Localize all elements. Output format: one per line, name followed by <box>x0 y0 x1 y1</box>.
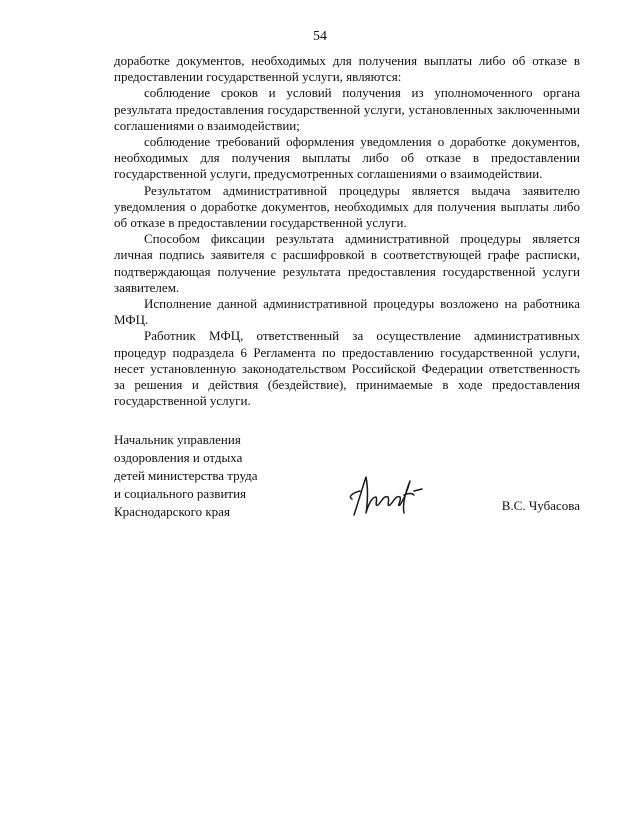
signer-title-line: детей министерства труда <box>114 468 258 483</box>
document-body <box>114 53 580 409</box>
signer-title <box>114 431 258 521</box>
signer-name: В.С. Чубасова <box>501 498 580 513</box>
signer-title-line: и социального развития <box>114 486 247 501</box>
paragraph: Работник МФЦ, ответственный за осуществление административных процедур подраздела 6 Регламента по предоставлению государственной услуги, несет установленную законодательством Российской Федерации ответственность за решения и действия (бездействие), принимаемые в ходе предоставления государственной услуги. <box>114 328 580 409</box>
signer-title-line: Краснодарского края <box>114 504 230 519</box>
page-number: 54 <box>313 29 327 44</box>
paragraph: доработке документов, необходимых для получения выплаты либо об отказе в предоставлении государственной услуги, являются: <box>114 53 580 85</box>
paragraph: Результатом административной процедуры является выдача заявителю уведомления о доработке документов, необходимых для получения выплаты либо об отказе в предоставлении государственной услуги. <box>114 182 580 231</box>
signer-title-line: Начальник управления <box>114 432 241 447</box>
signature-block <box>114 431 580 531</box>
paragraph: Способом фиксации результата административной процедуры является личная подпись заявителя с расшифровкой в соответствующей графе расписки, подтверждающая получение результата предоставления государственной услуги заявителем. <box>114 231 580 295</box>
paragraph: соблюдение сроков и условий получения из уполномоченного органа результата предоставления государственной услуги, установленных заключенными соглашениями о взаимодействии; <box>114 85 580 133</box>
handwritten-signature <box>344 473 424 518</box>
paragraph: соблюдение требований оформления уведомления о доработке документов, необходимых для получения выплаты либо об отказе в предоставлении государственной услуги, предусмотренных соглашениями о взаимодействии. <box>114 134 580 182</box>
paragraph: Исполнение данной административной процедуры возложено на работника МФЦ. <box>114 296 580 328</box>
signer-title-line: оздоровления и отдыха <box>114 450 243 465</box>
